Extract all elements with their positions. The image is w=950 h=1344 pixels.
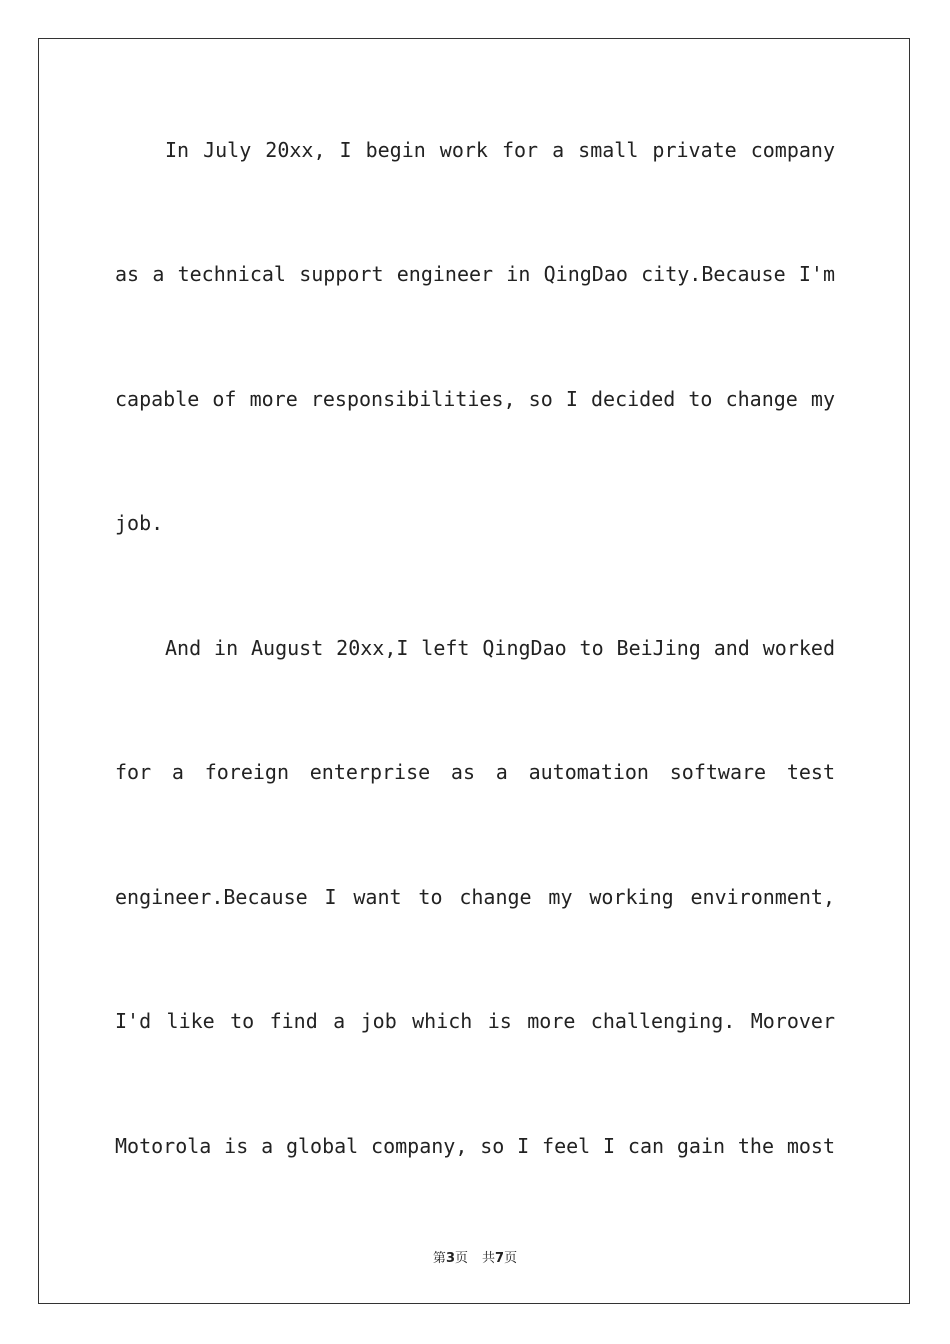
paragraph-1-line-3: capable of more responsibilities, so I decided to change my <box>115 387 835 411</box>
paragraph-2-line-4: I'd like to find a job which is more challenging. Morover <box>115 1009 835 1033</box>
paragraph-1-line-4: job. <box>115 511 164 535</box>
paragraph-2-line-1: And in August 20xx,I left QingDao to BeiJing and worked <box>165 636 835 660</box>
total-suffix: 页 <box>504 1251 518 1266</box>
total-page-number: 7 <box>495 1251 505 1266</box>
page-prefix: 第 <box>432 1251 446 1266</box>
page-suffix: 页 <box>454 1251 468 1266</box>
page-footer <box>0 1247 950 1266</box>
paragraph-1-line-2: as a technical support engineer in QingDao city.Because I'm <box>115 262 835 286</box>
current-page-number: 3 <box>445 1251 455 1266</box>
paragraph-1-line-1: In July 20xx, I begin work for a small private company <box>165 138 835 162</box>
paragraph-2-line-2: for a foreign enterprise as a automation software test <box>115 760 835 784</box>
paragraph-2-line-3: engineer.Because I want to change my working environment, <box>115 885 835 909</box>
total-prefix: 共 <box>482 1251 496 1266</box>
paragraph-2-line-5: Motorola is a global company, so I feel I can gain the most <box>115 1134 835 1158</box>
page-border <box>38 38 910 1304</box>
